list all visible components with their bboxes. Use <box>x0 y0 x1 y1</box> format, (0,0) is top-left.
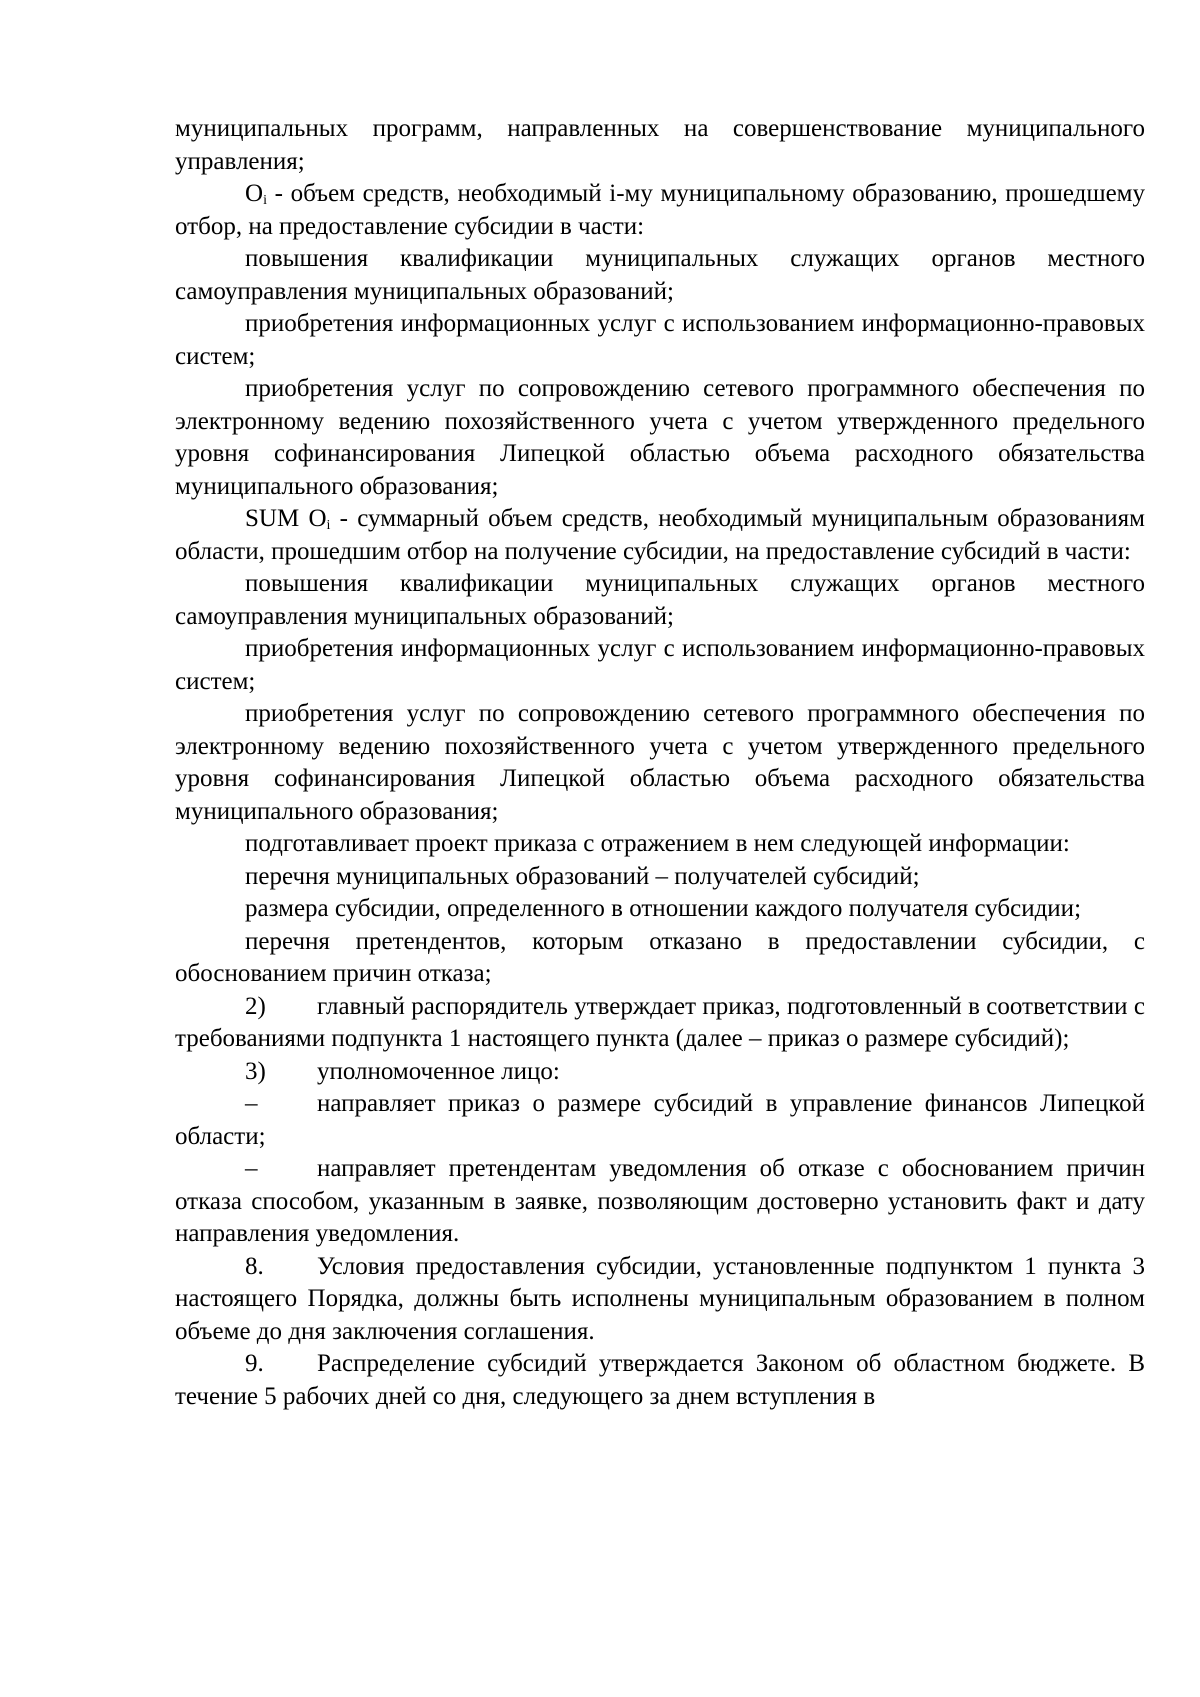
paragraph <box>175 373 1145 503</box>
paragraph-text: повышения квалификации муниципальных служащих органов местного самоуправления муниципальных образований; <box>175 570 1145 630</box>
paragraph-text: уполномоченное лицо: <box>317 1057 560 1085</box>
paragraph <box>175 1088 1145 1153</box>
paragraph-text: приобретения услуг по сопровождению сетевого программного обеспечения по электронному ведению похозяйственного учета с учетом утвержденного предельного уровня софинансирования Липецкой областью объема расходного обязательства муниципального образования; <box>175 375 1145 500</box>
paragraph <box>175 861 1145 894</box>
paragraph <box>175 113 1145 178</box>
paragraph <box>175 926 1145 991</box>
paragraph <box>175 243 1145 308</box>
paragraph-text: направляет претендентам уведомления об отказе с обоснованием причин отказа способом, указанным в заявке, позволяющим достоверно установить факт и дату направления уведомления. <box>175 1155 1145 1247</box>
paragraph <box>175 568 1145 633</box>
document-body <box>175 113 1145 1413</box>
paragraph <box>175 828 1145 861</box>
paragraph-text: Распределение субсидий утверждается Законом об областном бюджете. В течение 5 рабочих дней со дня, следующего за днем вступления в <box>175 1350 1145 1410</box>
paragraph <box>175 1251 1145 1349</box>
paragraph-text: - суммарный объем средств, необходимый муниципальным образованиям области, прошедшим отбор на получение субсидии, на предоставление субсидий в части: <box>175 505 1145 565</box>
formula-subscript: i <box>263 193 267 208</box>
paragraph-text: подготавливает проект приказа с отражением в нем следующей информации: <box>245 830 1070 857</box>
paragraph <box>175 633 1145 698</box>
paragraph-text: - объем средств, необходимый i-му муниципальному образованию, прошедшему отбор, на предоставление субсидии в части: <box>175 180 1145 240</box>
paragraph <box>175 178 1145 243</box>
paragraph-text: повышения квалификации муниципальных служащих органов местного самоуправления муниципальных образований; <box>175 245 1145 305</box>
formula-subscript: i <box>326 518 331 533</box>
paragraph <box>175 893 1145 926</box>
paragraph-text: перечня муниципальных образований – получателей субсидий; <box>245 862 920 890</box>
list-dash: – <box>245 1090 258 1117</box>
formula-symbol: SUM O <box>245 505 327 532</box>
paragraph <box>175 308 1145 373</box>
list-dash: – <box>245 1155 258 1182</box>
paragraph-text: приобретения информационных услуг с использованием информационно-правовых систем; <box>175 635 1145 695</box>
item-number: 2) <box>245 992 266 1020</box>
item-number: 3) <box>245 1057 266 1085</box>
item-number: 8. <box>245 1252 264 1280</box>
paragraph-text: приобретения информационных услуг с использованием информационно-правовых систем; <box>175 310 1145 370</box>
paragraph <box>175 1056 1145 1089</box>
paragraph <box>175 698 1145 828</box>
formula-symbol: O <box>245 180 264 207</box>
paragraph-text: приобретения услуг по сопровождению сетевого программного обеспечения по электронному ведению похозяйственного учета с учетом утвержденного предельного уровня софинансирования Липецкой областью объема расходного обязательства муниципального образования; <box>175 700 1145 825</box>
paragraph <box>175 1348 1145 1413</box>
paragraph-text: перечня претендентов, которым отказано в предоставлении субсидии, с обоснованием причин отказа; <box>175 927 1145 987</box>
paragraph-text: муниципальных программ, направленных на совершенствование муниципального управления; <box>175 115 1145 175</box>
paragraph-text: главный распорядитель утверждает приказ, подготовленный в соответствии с требованиями подпункта 1 настоящего пункта (далее – приказ о размере субсидий); <box>175 992 1145 1052</box>
item-number: 9. <box>245 1350 264 1377</box>
paragraph-text: Условия предоставления субсидии, установленные подпунктом 1 пункта 3 настоящего Порядка, должны быть исполнены муниципальным образованием в полном объеме до дня заключения соглашения. <box>175 1252 1145 1345</box>
paragraph <box>175 503 1145 568</box>
paragraph <box>175 1153 1145 1251</box>
paragraph-text: направляет приказ о размере субсидий в управление финансов Липецкой области; <box>175 1090 1145 1150</box>
paragraph-text: размера субсидии, определенного в отношении каждого получателя субсидии; <box>245 895 1082 922</box>
paragraph <box>175 991 1145 1056</box>
